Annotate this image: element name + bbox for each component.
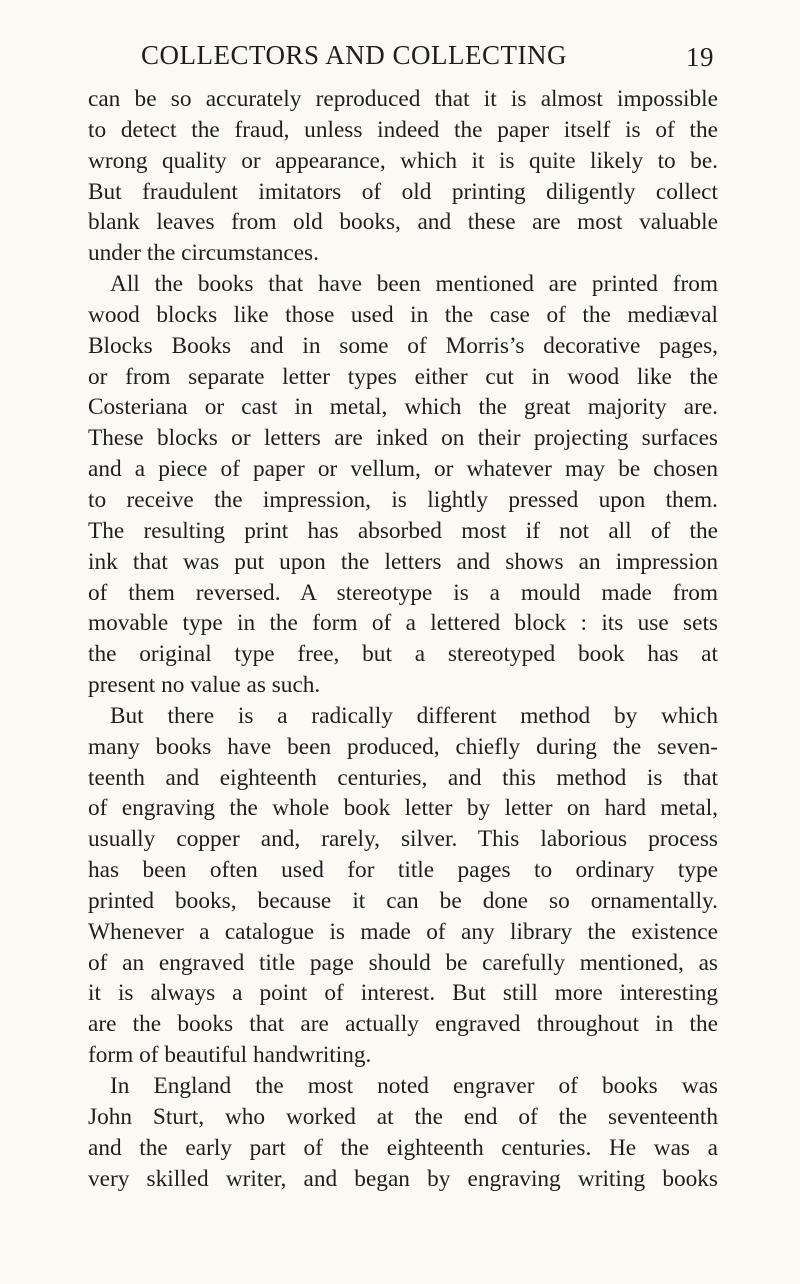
text-line: wrong quality or appearance, which it is quite likely to be. xyxy=(88,147,718,174)
text-line: to receive the impression, is lightly pressed upon them. xyxy=(88,486,718,513)
text-line: blank leaves from old books, and these are most valuable xyxy=(88,209,718,236)
text-line: teenth and eighteenth centuries, and this method is that xyxy=(88,764,718,791)
text-line: In England the most noted engraver of books was xyxy=(110,1073,718,1099)
book-page xyxy=(88,36,718,1194)
running-title: COLLECTORS AND COLLECTING xyxy=(141,40,568,70)
text-line: under the circumstances. xyxy=(88,240,319,267)
text-line: form of beautiful handwriting. xyxy=(88,1042,372,1069)
text-line: of them reversed. A stereotype is a mould made from xyxy=(88,579,718,606)
text-line: But there is a radically different method by which xyxy=(110,702,718,729)
paragraph xyxy=(88,1071,718,1194)
text-line: John Sturt, who worked at the end of the seventeenth xyxy=(88,1103,718,1130)
text-line: movable type in the form of a lettered block : its use sets xyxy=(88,610,718,637)
text-line: has been often used for title pages to ordinary type xyxy=(88,857,718,884)
text-line: very skilled writer, and began by engraving writing books xyxy=(88,1165,718,1192)
text-line: Whenever a catalogue is made of any library the existence xyxy=(88,918,718,945)
text-line: Blocks Books and in some of Morris’s decorative pages, xyxy=(88,332,718,359)
text-line: it is always a point of interest. But still more interesting xyxy=(88,980,718,1007)
text-line: are the books that are actually engraved throughout in the xyxy=(88,1011,718,1038)
running-head xyxy=(88,36,718,80)
text-line: can be so accurately reproduced that it is almost impossible xyxy=(88,86,718,112)
page-number: 19 xyxy=(686,42,714,72)
text-line: of engraving the whole book letter by letter on hard metal, xyxy=(88,795,718,822)
text-line: of an engraved title page should be carefully mentioned, as xyxy=(88,949,718,976)
text-line: But fraudulent imitators of old printing diligently collect xyxy=(88,178,718,205)
text-line: the original type free, but a stereotyped book has at xyxy=(88,641,718,668)
text-line: or from separate letter types either cut in wood like the xyxy=(88,363,718,390)
body-text xyxy=(88,84,718,1194)
text-line: All the books that have been mentioned are printed from xyxy=(110,271,718,298)
text-line: usually copper and, rarely, silver. This laborious process xyxy=(88,826,718,853)
text-line: to detect the fraud, unless indeed the paper itself is of the xyxy=(88,116,718,143)
text-line: ink that was put upon the letters and shows an impression xyxy=(88,548,718,575)
text-line: many books have been produced, chiefly during the seven- xyxy=(88,733,718,760)
text-line: Costeriana or cast in metal, which the great majority are. xyxy=(88,394,718,421)
text-line: wood blocks like those used in the case of the mediæval xyxy=(88,301,718,328)
text-line: The resulting print has absorbed most if not all of the xyxy=(88,517,718,544)
text-line: present no value as such. xyxy=(88,672,321,699)
text-line: printed books, because it can be done so ornamentally. xyxy=(88,887,718,914)
paragraph xyxy=(88,269,718,701)
paragraph xyxy=(88,701,718,1071)
text-line: and a piece of paper or vellum, or whatever may be chosen xyxy=(88,456,718,483)
text-line: These blocks or letters are inked on their projecting surfaces xyxy=(88,425,718,452)
paragraph xyxy=(88,84,718,269)
text-line: and the early part of the eighteenth centuries. He was a xyxy=(88,1134,718,1161)
